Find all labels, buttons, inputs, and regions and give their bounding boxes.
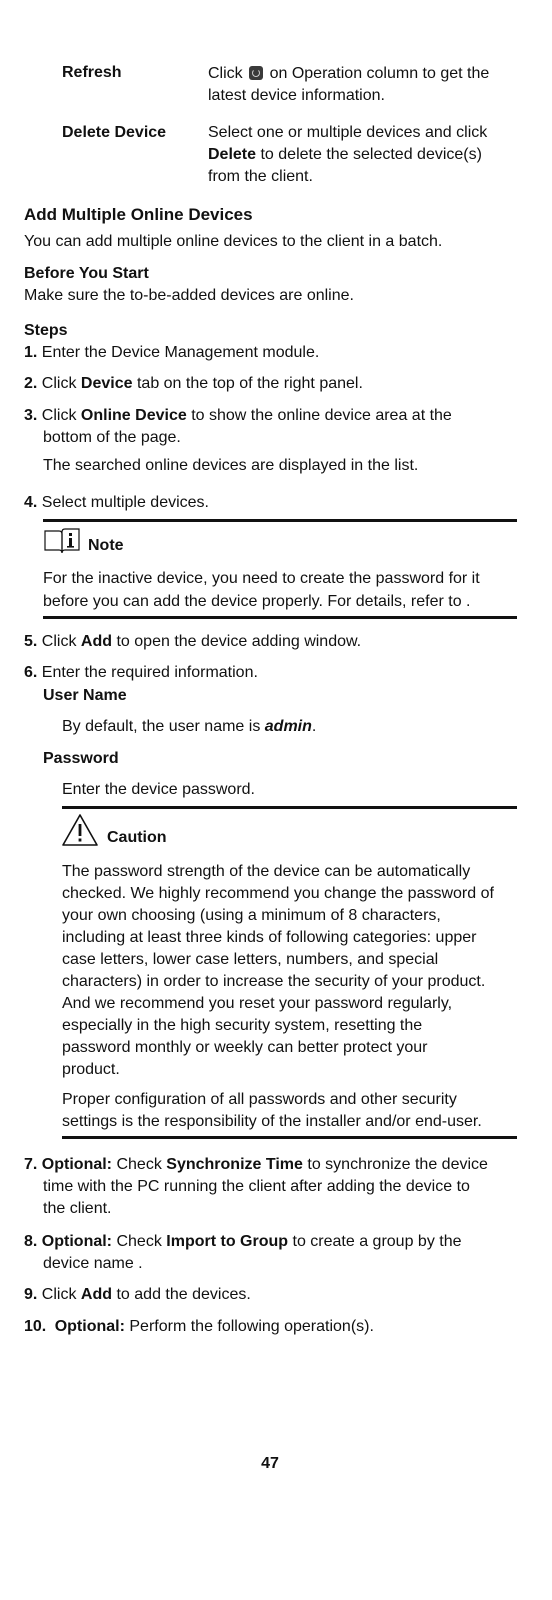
step-bold: Add [80,633,113,650]
caution-line: checked. We highly recommend you change the password of [62,885,494,902]
username-description [62,716,316,738]
caution-line: including at least three kinds of following categories: upper [62,929,477,946]
step-7-line2: time with the PC running the client after adding the device to [43,1178,470,1195]
step-post: tab on the top of the right panel. [136,375,363,392]
info-book-icon [43,527,81,555]
caution-top-rule [62,806,517,809]
step-8 [24,1231,462,1253]
step-post: to synchronize the device [307,1156,488,1173]
caution-line: password monthly or weekly can better protect your [62,1039,428,1056]
step-pre: Click [41,1286,77,1303]
table-desc-refresh-line1 [208,63,489,85]
table-desc-delete-line1: Select one or multiple devices and click [208,124,488,141]
step-text: Enter the required information. [41,664,258,681]
before-you-start-text: Make sure the to-be-added devices are online. [24,287,354,304]
step-bold: Device [80,375,133,392]
step-2 [24,373,363,395]
step-number: 4. [24,494,38,511]
note-top-rule [43,519,517,522]
caution-paragraph-1 [62,861,532,1081]
caution-line: settings is the responsibility of the installer and/or end-user. [62,1113,482,1130]
table-desc-refresh-line2: latest device information. [208,87,385,104]
refresh-desc-post: on Operation column to get the [269,65,490,82]
step-6 [24,662,258,684]
username-post: . [311,718,317,735]
step-bold: Import to Group [166,1233,289,1250]
step-optional: Optional: [41,1233,113,1250]
warning-triangle-icon [61,813,99,847]
step-3-line2: bottom of the page. [43,429,181,446]
caution-line: especially in the high security system, resetting the [62,1017,423,1034]
step-number: 3. [24,407,38,424]
step-3-result: The searched online devices are displayed in the list. [43,457,419,474]
caution-line: Proper configuration of all passwords and other security [62,1091,457,1108]
table-desc-delete-line2 [208,144,482,166]
step-pre: Click [41,407,77,424]
password-label: Password [43,750,119,767]
caution-line: And we recommend you reset your password regularly, [62,995,453,1012]
step-pre: Click [41,633,77,650]
table-term-refresh: Refresh [62,64,122,81]
step-text: Enter the Device Management module. [41,344,320,361]
page-number: 47 [261,1455,279,1472]
step-10 [24,1316,374,1338]
step-number: 1. [24,344,38,361]
step-bold: Synchronize Time [166,1156,303,1173]
step-optional: Optional: [41,1156,113,1173]
step-text: Select multiple devices. [41,494,209,511]
refresh-desc-pre: Click [208,65,243,82]
table-term-delete-device: Delete Device [62,124,167,141]
note-label: Note [88,537,124,554]
step-number: 6. [24,664,38,681]
step-bold: Online Device [80,407,187,424]
table-desc-delete-line3: from the client. [208,168,313,185]
step-pre: Click [41,375,77,392]
caution-line: product. [62,1061,120,1078]
caution-paragraph-2 [62,1089,532,1133]
delete-desc-rest: to delete the selected device(s) [260,146,482,163]
section-heading: Add Multiple Online Devices [24,205,253,224]
caution-line: characters) in order to increase the security of your product. [62,973,486,990]
step-9 [24,1284,251,1306]
step-number: 5. [24,633,38,650]
step-post: Perform the following operation(s). [129,1318,374,1335]
delete-bold: Delete [208,146,257,163]
caution-label: Caution [107,829,167,846]
step-4 [24,492,209,514]
step-number: 8. [24,1233,38,1250]
username-pre: By default, the user name is [62,718,261,735]
username-value: admin [264,718,312,735]
note-line-2: before you can add the device properly. For details, refer to . [43,593,471,610]
caution-bottom-rule [62,1136,517,1139]
step-post: to open the device adding window. [116,633,362,650]
refresh-icon [249,66,263,80]
step-5 [24,631,361,653]
section-intro: You can add multiple online devices to the client in a batch. [24,233,443,250]
caution-line: your own choosing (using a minimum of 8 characters, [62,907,441,924]
step-number: 10. [24,1318,47,1335]
step-pre: Check [116,1233,162,1250]
caution-line: The password strength of the device can be automatically [62,863,471,880]
step-8-line2: device name . [43,1255,143,1272]
before-you-start-heading: Before You Start [24,265,149,282]
step-number: 9. [24,1286,38,1303]
step-number: 7. [24,1156,38,1173]
step-post: to add the devices. [116,1286,251,1303]
step-pre: Check [116,1156,162,1173]
steps-heading: Steps [24,322,68,339]
step-bold: Add [80,1286,113,1303]
step-post: to create a group by the [292,1233,462,1250]
step-number: 2. [24,375,38,392]
note-line-1: For the inactive device, you need to create the password for it [43,570,480,587]
note-bottom-rule [43,616,517,619]
step-7 [24,1154,488,1176]
step-3 [24,405,452,427]
step-optional: Optional: [54,1318,125,1335]
step-7-line3: the client. [43,1200,112,1217]
step-1 [24,342,319,364]
username-label: User Name [43,687,127,704]
caution-line: case letters, lower case letters, numbers, and special [62,951,439,968]
password-description: Enter the device password. [62,781,255,798]
step-post: to show the online device area at the [191,407,452,424]
